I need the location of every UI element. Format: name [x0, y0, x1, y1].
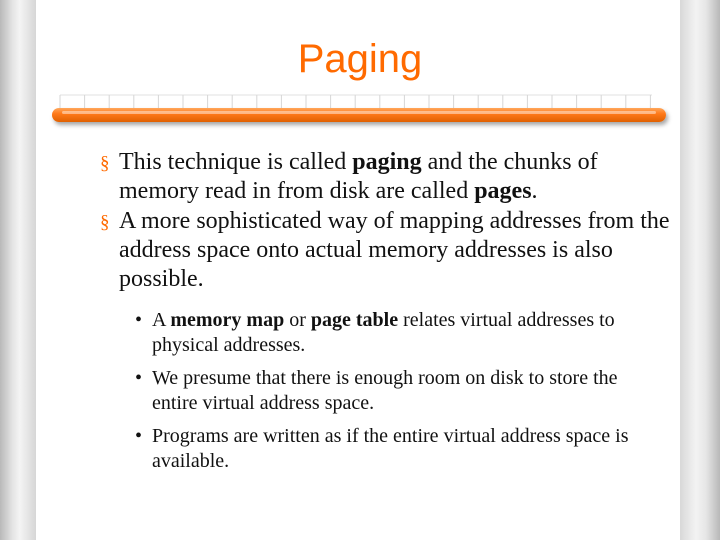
bold-term: paging — [352, 149, 422, 175]
bullet-item — [92, 148, 682, 206]
sub-bullet-item — [135, 366, 652, 416]
text-run: We presume that there is enough room on disk to store the entire virtual address space. — [152, 367, 618, 414]
bold-term: page table — [310, 309, 399, 331]
text-run: A — [152, 309, 171, 331]
text-run: This technique is called — [119, 149, 353, 175]
orange-title-bar — [52, 108, 666, 122]
sub-bullet-item — [135, 424, 652, 474]
bullet-dot-icon: • — [135, 425, 143, 447]
bar-highlight — [62, 111, 656, 114]
bold-term: memory map — [170, 309, 285, 331]
bold-term: pages — [474, 178, 532, 204]
bullet-dot-icon: • — [135, 367, 143, 389]
bullet-square-icon: § — [100, 212, 110, 233]
text-run: . — [531, 178, 538, 204]
sub-bullet-item — [135, 308, 652, 358]
slide-title: Paging — [297, 37, 423, 81]
text-run: A more sophisticated way of mapping addresses from the address space onto actual memory addresses is also possible. — [119, 208, 670, 292]
text-run: Programs are written as if the entire virtual address space is available. — [152, 425, 629, 472]
bullet-dot-icon: • — [135, 309, 143, 331]
text-run: or — [284, 309, 311, 331]
bullet-item — [92, 207, 682, 294]
title-underline — [52, 92, 668, 138]
text-run: and the chunks of memory read in from disk are called — [119, 149, 598, 204]
bullet-square-icon: § — [100, 153, 110, 174]
slide-content — [92, 148, 682, 482]
text-run: relates virtual addresses to physical addresses. — [152, 309, 615, 356]
